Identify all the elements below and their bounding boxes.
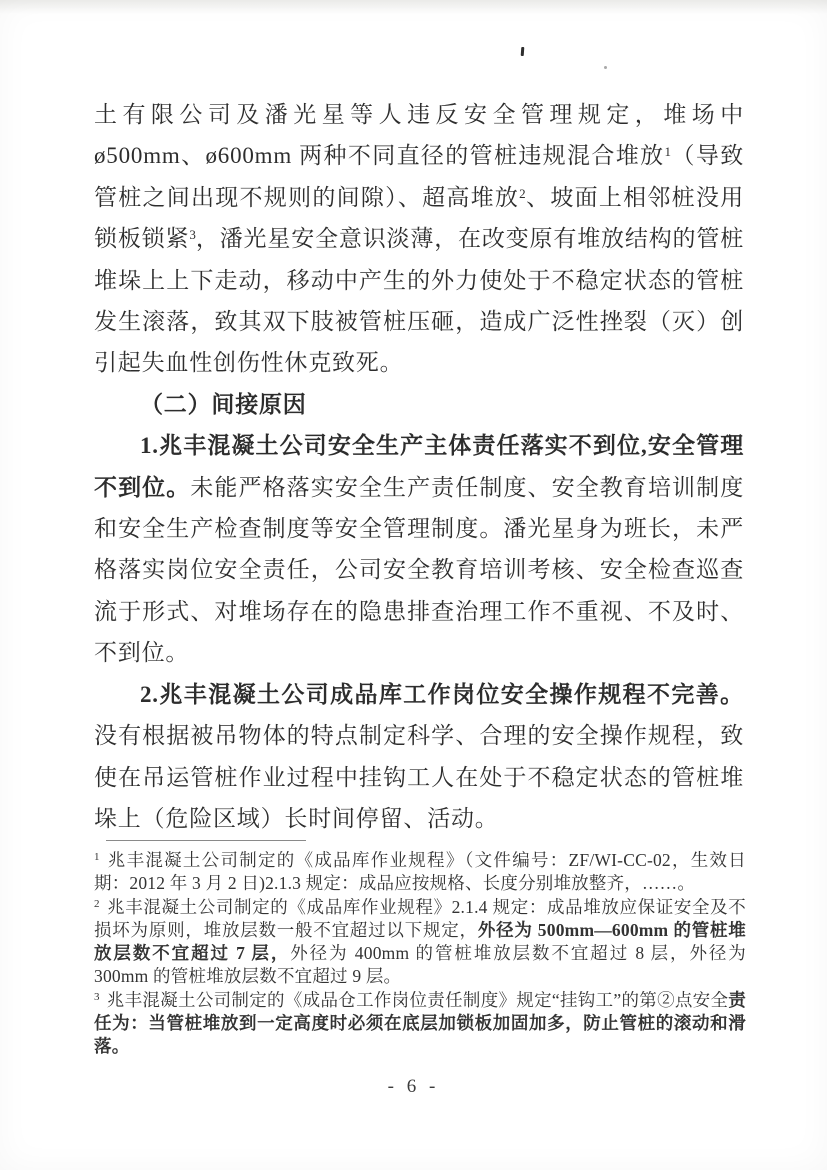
document-body [94,94,744,839]
text-run: 兆丰混凝土公司制定的《成品仓工作岗位责任制度》规定“挂钩工”的第②点安全 [106,989,729,1010]
footnote-item [94,849,746,896]
section-heading [94,384,744,425]
body-paragraph [94,425,744,673]
text-run: 责任为：当管桩堆放到一定高度时必须在底层加锁板加固加多，防止管桩的滚动和滑落。 [94,989,746,1057]
body-paragraph [94,674,744,840]
page-number: - 6 - [387,1076,440,1097]
scan-artifact-mark [521,47,525,56]
text-run: （导致管桩之间出现不规则的间隙）、超高堆放 [94,143,744,210]
scan-artifact-speck [604,66,607,69]
text-run: 没有根据被吊物体的特点制定科学、合理的安全操作规程，致使在吊运管桩作业过程中挂钩工人在处于不稳定状态的管桩堆垛上（危险区域）长时间停留、活动。 [94,723,744,831]
text-run: 未能严格落实安全生产责任制度、安全教育培训制度和安全生产检查制度等安全管理制度。潘光星身为班长，未严格落实岗位安全责任，公司安全教育培训考核、安全检查巡查流于形式、对堆场存在的隐患排查治理工作不重视、不及时、不到位。 [94,474,744,666]
footnote-number: 1 [94,851,100,863]
footnote-number: 3 [94,990,100,1003]
text-run: 2.兆丰混凝土公司成品库工作岗位安全操作规程不完善。 [140,681,744,707]
footnote-number: 2 [94,897,100,910]
footnote-divider [106,840,306,841]
text-run: 兆丰混凝土公司制定的《成品库作业规程》（文件编号：ZF/WI-CC-02，生效日期：2012 年 3 月 2 日)2.1.3 规定：成品应按规格、长度分别堆放整齐，……。 [94,850,746,894]
text-run: 、坡面上相邻桩没用锁板锁紧 [94,184,745,252]
text-run: 兆丰混凝土公司制定的《成品库作业规程》2.1.4 规定：成品堆放应保证安全及不损坏为原则，堆放层数一般不宜超过以下规定， [94,896,746,940]
text-run: 外径为 400mm 的管桩堆放层数不宜超过 8 层，外径为 300mm 的管桩堆放层数不宜超过 9 层。 [94,943,746,987]
footnote-ref: 2 [519,185,526,201]
text-run: （二）间接原因 [140,391,307,417]
body-paragraph [94,94,744,384]
footnote-item [94,989,746,1059]
text-run: 外径为 500mm—600mm 的管桩堆放层数不宜超过 7 层， [94,919,747,964]
text-run: 土有限公司及潘光星等人违反安全管理规定，堆场中ø500mm、ø600mm 两种不同直径的管桩违规混合堆放 [94,102,744,169]
footnote-item [94,896,746,989]
text-run: ，潘光星安全意识淡薄，在改变原有堆放结构的管桩堆垛上上下走动，移动中产生的外力使处于不稳定状态的管桩发生滚落，致其双下肢被管桩压砸，造成广泛性挫裂（灭）创引起失血性创伤性休克致死。 [94,226,745,376]
footnote-ref: 3 [189,227,196,243]
text-run: 1.兆丰混凝土公司安全生产主体责任落实不到位,安全管理不到位。 [94,433,744,500]
footnote-ref: 1 [664,144,671,160]
footnotes-section [94,840,746,1059]
footnotes-list [94,849,746,1059]
